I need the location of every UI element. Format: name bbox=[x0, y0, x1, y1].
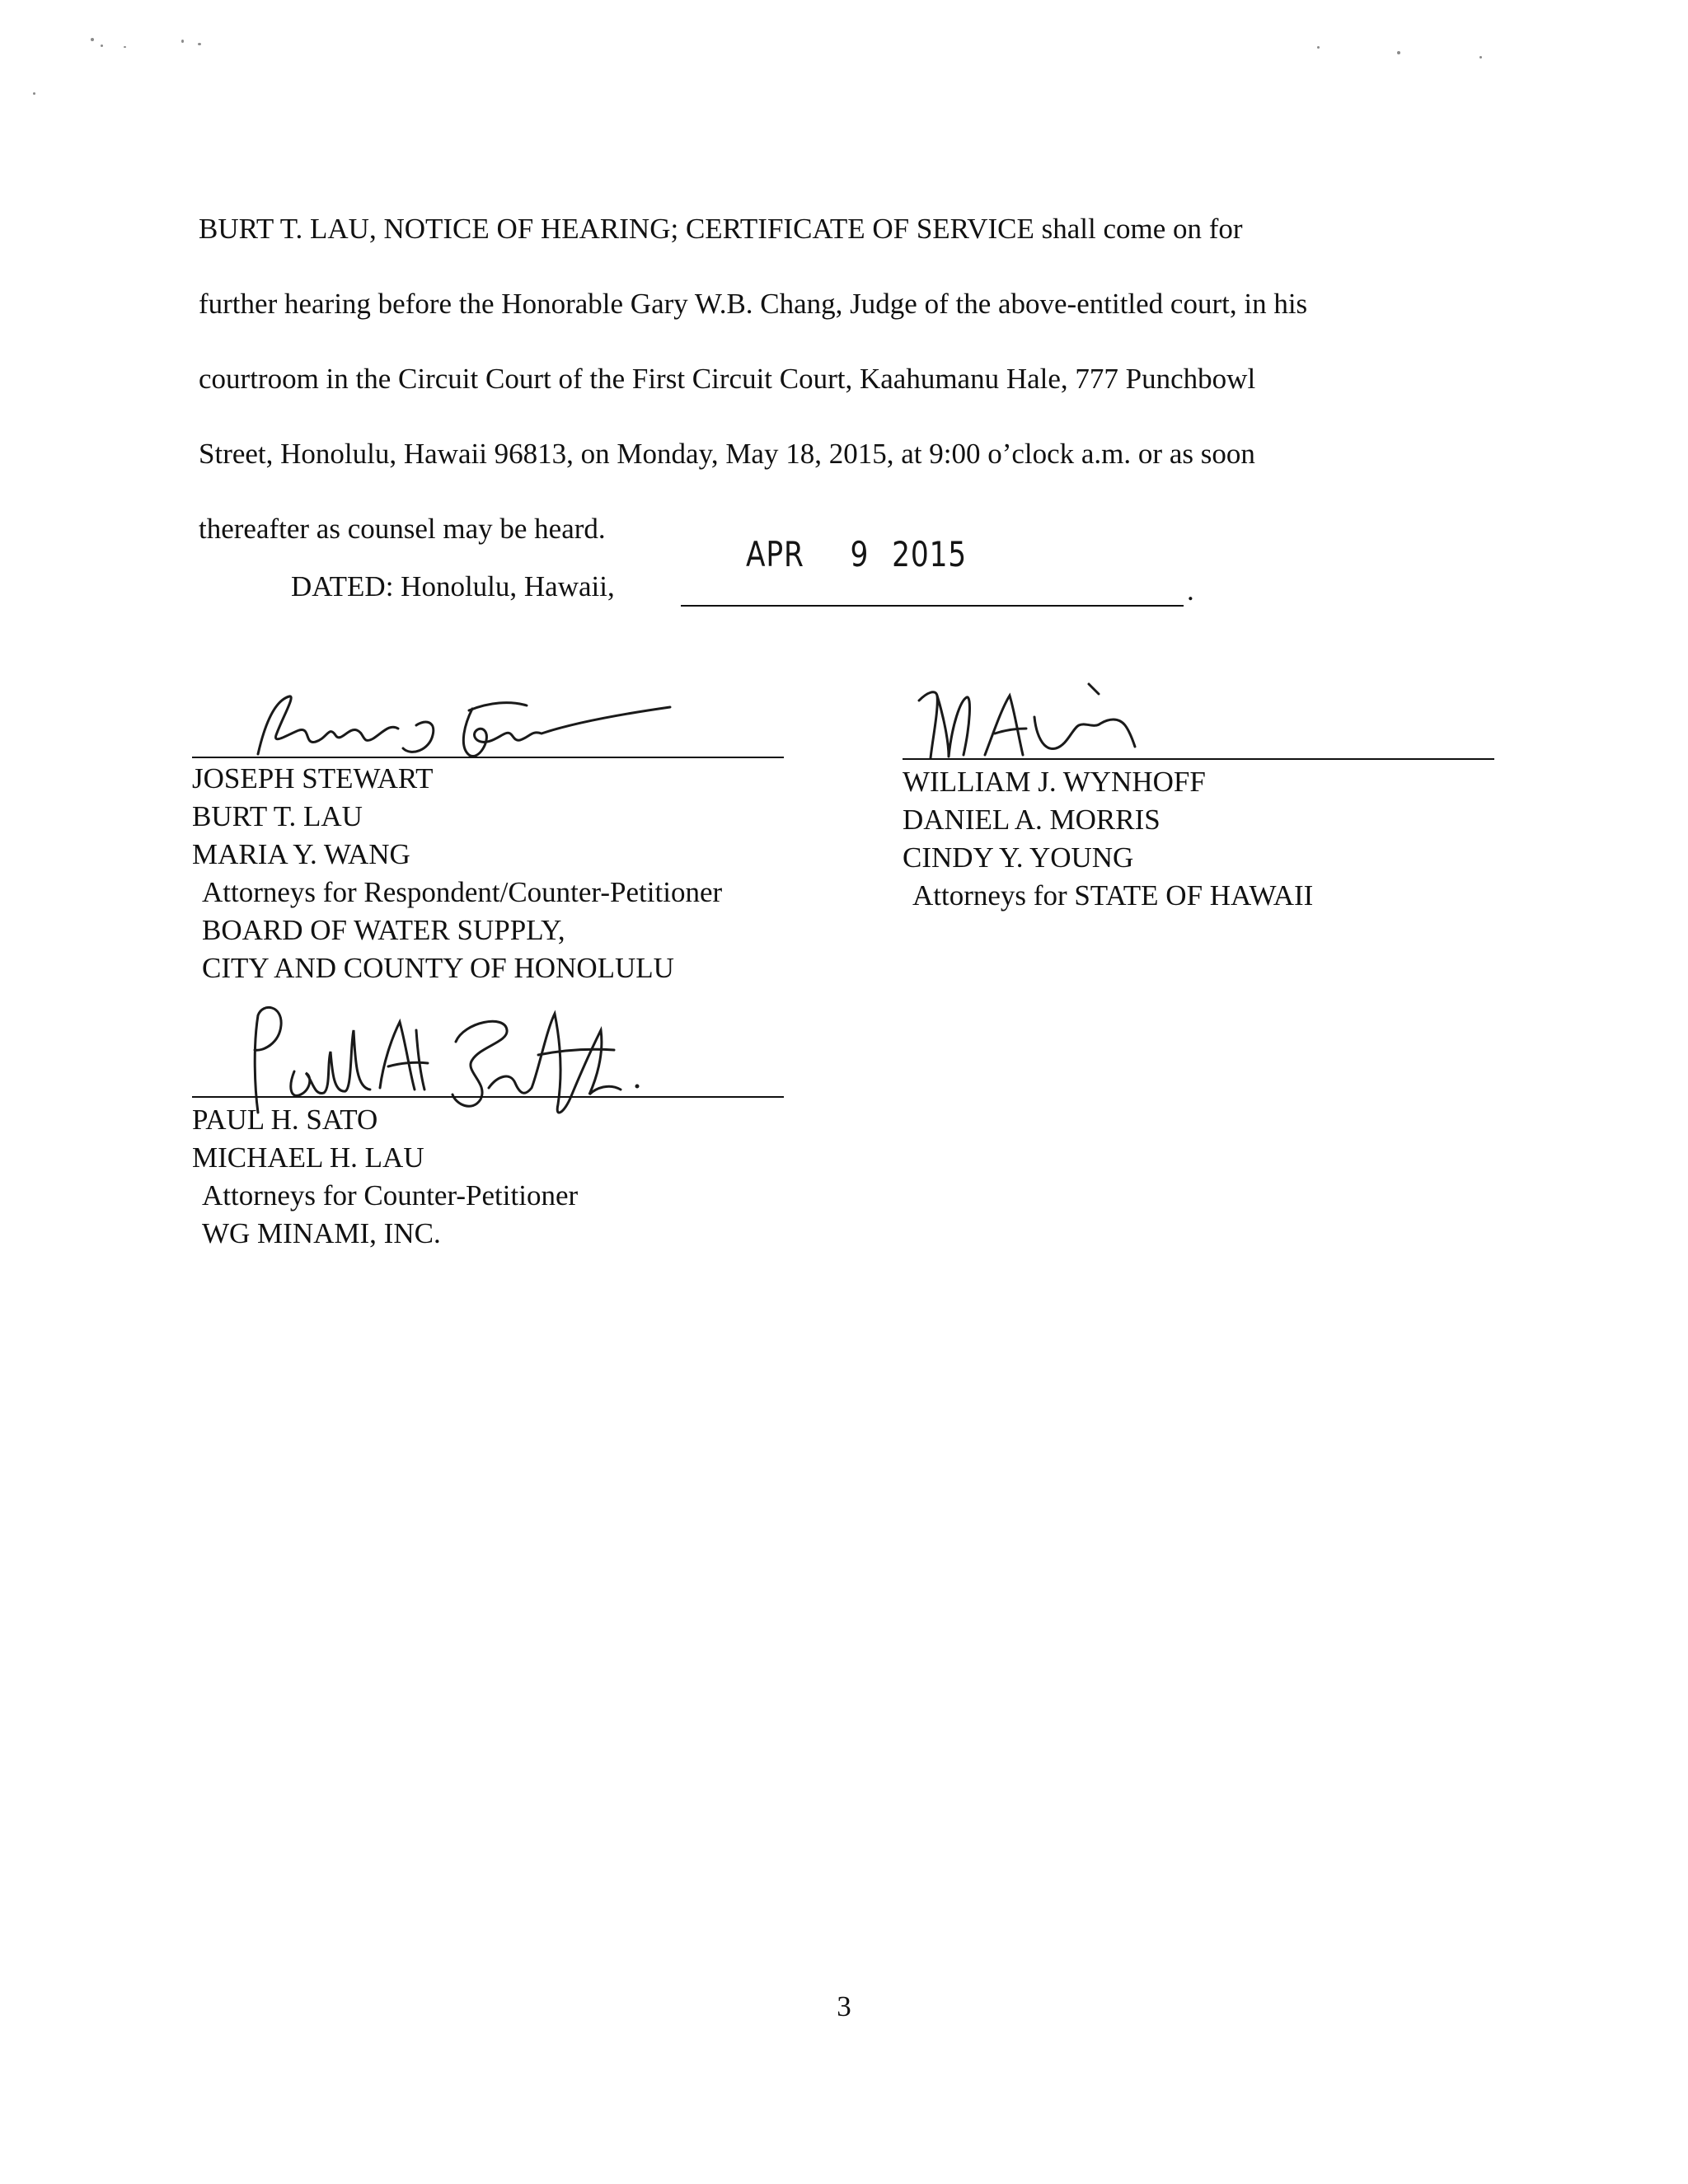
scan-speck bbox=[101, 45, 103, 47]
attorney-role: Attorneys for Respondent/Counter-Petitioner bbox=[202, 876, 723, 908]
signature-line bbox=[192, 1096, 784, 1098]
attorney-role: Attorneys for STATE OF HAWAII bbox=[912, 879, 1314, 912]
attorney-name: PAUL H. SATO bbox=[192, 1104, 378, 1136]
attorney-name: MARIA Y. WANG bbox=[192, 838, 410, 870]
scan-speck bbox=[181, 40, 184, 43]
page-number: 3 bbox=[837, 1990, 851, 2022]
dated-blank-line bbox=[681, 605, 1184, 607]
attorney-name: DANIEL A. MORRIS bbox=[903, 804, 1160, 836]
signature-block-state-of-hawaii bbox=[903, 676, 1504, 923]
attorney-name: BURT T. LAU bbox=[192, 800, 363, 832]
attorney-names bbox=[192, 1101, 578, 1253]
scan-speck bbox=[33, 92, 35, 95]
signature-block-wg-minami bbox=[192, 997, 802, 1261]
paragraph-line: thereafter as counsel may be heard. bbox=[199, 513, 606, 545]
scan-speck bbox=[198, 43, 201, 45]
attorney-role: CITY AND COUNTY OF HONOLULU bbox=[202, 952, 674, 984]
scan-speck bbox=[1317, 46, 1320, 49]
scan-speck bbox=[124, 46, 126, 48]
date-stamp bbox=[746, 534, 967, 574]
paragraph-line: further hearing before the Honorable Gary W.B. Chang, Judge of the above-entitled court, in his bbox=[199, 288, 1308, 320]
dated-period: . bbox=[1187, 574, 1194, 607]
paragraph-line: BURT T. LAU, NOTICE OF HEARING; CERTIFICATE OF SERVICE shall come on for bbox=[199, 213, 1243, 245]
scan-speck bbox=[1479, 56, 1482, 59]
dated-label: DATED: Honolulu, Hawaii, bbox=[291, 570, 615, 602]
attorney-role: Attorneys for Counter-Petitioner bbox=[202, 1179, 579, 1212]
attorney-role: WG MINAMI, INC. bbox=[202, 1217, 441, 1249]
attorney-name: JOSEPH STEWART bbox=[192, 762, 434, 794]
attorney-names bbox=[192, 760, 722, 987]
attorney-role: BOARD OF WATER SUPPLY, bbox=[202, 914, 565, 946]
paragraph-line: courtroom in the Circuit Court of the First Circuit Court, Kaahumanu Hale, 777 Punchbowl bbox=[199, 363, 1256, 395]
paragraph-line: Street, Honolulu, Hawaii 96813, on Monday, May 18, 2015, at 9:00 o’clock a.m. or as soon bbox=[199, 438, 1255, 470]
attorney-names bbox=[903, 763, 1313, 915]
attorney-name: WILLIAM J. WYNHOFF bbox=[903, 766, 1206, 798]
attorney-name: CINDY Y. YOUNG bbox=[903, 841, 1134, 874]
hearing-notice-paragraph bbox=[199, 191, 1484, 566]
attorney-name: MICHAEL H. LAU bbox=[192, 1141, 424, 1174]
handwritten-signature bbox=[903, 676, 1249, 775]
stamp-year: 2015 bbox=[892, 534, 968, 574]
stamp-day: 9 bbox=[850, 534, 870, 574]
scan-speck bbox=[1397, 51, 1400, 54]
signature-line bbox=[192, 757, 784, 758]
stamp-month: APR bbox=[746, 534, 804, 574]
signature-line bbox=[903, 758, 1494, 760]
scan-speck bbox=[91, 38, 94, 41]
signature-block-board-of-water-supply bbox=[192, 676, 802, 989]
